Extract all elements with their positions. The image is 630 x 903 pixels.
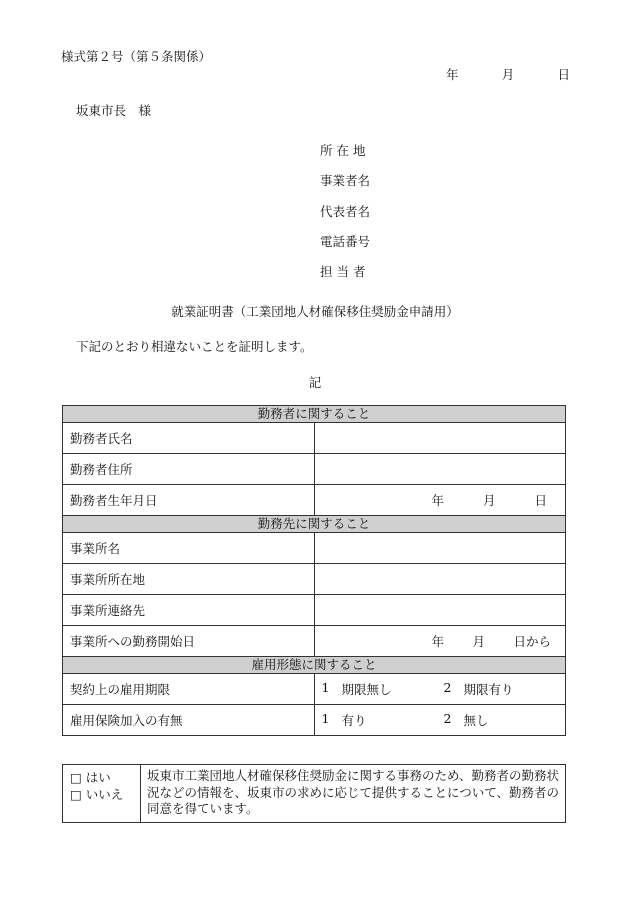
addressee: 坂東市長 様 — [76, 103, 152, 118]
date-day: 日 — [557, 67, 570, 82]
birth-month-unit: 月 — [482, 493, 496, 508]
sender-representative-label: 代表者名 — [320, 204, 371, 219]
workplace-address-label: 事業所所在地 — [63, 564, 315, 595]
sender-phone-label: 電話番号 — [320, 234, 371, 249]
start-year-unit: 年 — [431, 634, 445, 649]
worker-name-field[interactable] — [314, 423, 566, 454]
worker-address-field[interactable] — [314, 454, 566, 485]
worker-name-label: 勤務者氏名 — [63, 423, 315, 454]
insurance-option-yes[interactable]: 有り — [341, 713, 367, 728]
sender-contact-person-label: 担 当 者 — [320, 264, 366, 279]
contract-option-1-number: 1 — [321, 680, 330, 695]
date-line — [446, 65, 570, 83]
birth-year-unit: 年 — [431, 493, 445, 508]
certification-table — [62, 405, 566, 736]
workplace-address-field[interactable] — [314, 564, 566, 595]
consent-checkboxes — [63, 765, 141, 823]
workplace-name-field[interactable] — [314, 533, 566, 564]
workplace-contact-field[interactable] — [314, 595, 566, 626]
consent-box — [62, 764, 566, 823]
section-header-employment: 雇用形態に関すること — [63, 657, 566, 674]
consent-text: 坂東市工業団地人材確保移住奨励金に関する事務のため、勤務者の勤務状況などの情報を、坂東市の求めに応じて提供することについて、勤務者の同意を得ています。 — [141, 765, 566, 823]
consent-yes-checkbox[interactable]: □ はい — [70, 770, 111, 785]
birth-day-unit: 日 — [534, 493, 547, 508]
form-number: 様式第２号（第５条関係） — [61, 49, 212, 64]
sender-address-label: 所 在 地 — [320, 143, 366, 158]
work-start-date-label: 事業所への勤務開始日 — [63, 626, 315, 657]
contract-option-with-limit[interactable]: 期限有り — [463, 682, 514, 697]
intro-text: 下記のとおり相違ないことを証明します。 — [76, 339, 313, 354]
consent-no-checkbox[interactable]: □ いいえ — [70, 787, 124, 802]
section-header-workplace: 勤務先に関すること — [63, 516, 566, 533]
insurance-option-no[interactable]: 無し — [463, 713, 489, 728]
workplace-name-label: 事業所名 — [63, 533, 315, 564]
date-month: 月 — [501, 67, 515, 82]
start-month-unit: 月 — [472, 634, 485, 649]
sender-company-label: 事業者名 — [320, 173, 371, 188]
worker-birthdate-label: 勤務者生年月日 — [63, 485, 315, 516]
workplace-contact-label: 事業所連絡先 — [63, 595, 315, 626]
section-header-worker: 勤務者に関すること — [63, 406, 566, 423]
insurance-option-2-number: 2 — [443, 711, 452, 726]
start-day-unit: 日から — [513, 634, 551, 649]
ki-heading: 記 — [308, 375, 322, 390]
document-title: 就業証明書（工業団地人材確保移住奨励金申請用） — [171, 304, 459, 319]
work-start-date-field[interactable] — [314, 626, 566, 657]
insurance-option-1-number: 1 — [321, 711, 330, 726]
date-year: 年 — [446, 67, 459, 82]
insurance-label: 雇用保険加入の有無 — [63, 705, 315, 736]
contract-period-label: 契約上の雇用期限 — [63, 674, 315, 705]
contract-option-no-limit[interactable]: 期限無し — [341, 682, 392, 697]
contract-option-2-number: 2 — [443, 680, 452, 695]
worker-address-label: 勤務者住所 — [63, 454, 315, 485]
insurance-options — [314, 705, 566, 736]
worker-birthdate-field[interactable] — [314, 485, 566, 516]
contract-period-options — [314, 674, 566, 705]
